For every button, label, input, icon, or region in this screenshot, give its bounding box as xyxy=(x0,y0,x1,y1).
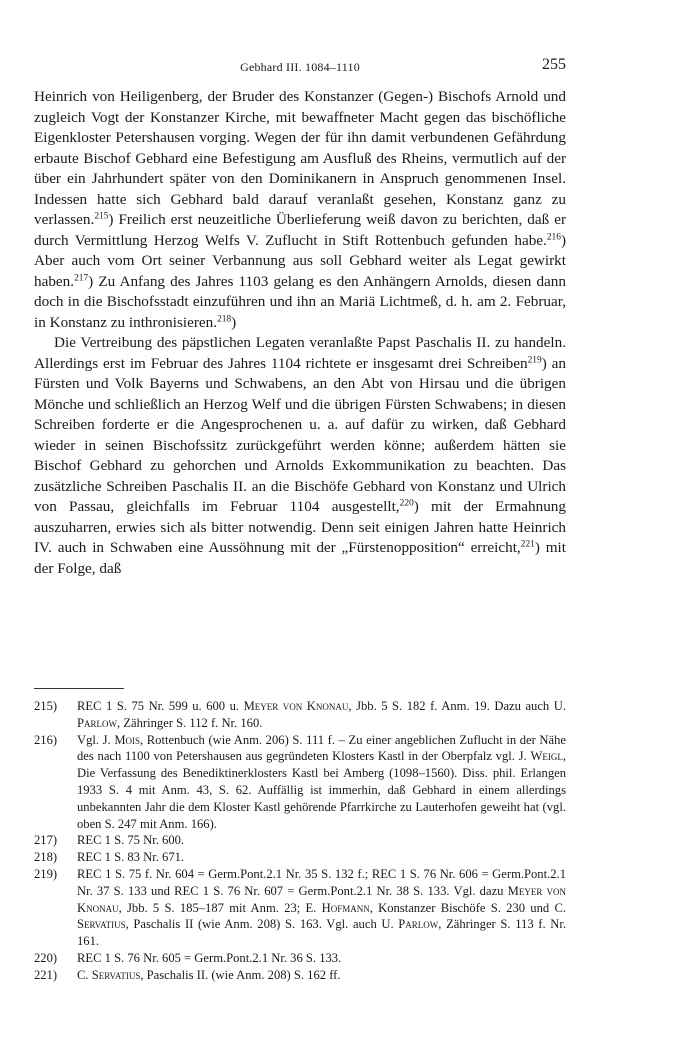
footnote-number: 215) xyxy=(34,699,58,713)
author-name: Mois xyxy=(114,732,141,747)
text-run: ) mit der Ermahnung auszuharren, erwies sich als bitter notwendig. Denn seit einigen Jahren hatte Heinrich IV. auch in Schwaben eine Aussöhnung mit der „Fürstenopposition“ erreicht, xyxy=(34,498,566,556)
footnote-number: 218) xyxy=(34,850,58,865)
text-run: ) xyxy=(231,313,237,331)
text-run: REC 1 S. 76 Nr. 605 = Germ.Pont.2.1 Nr. 36 S. 133. xyxy=(77,950,342,965)
author-name: Meyer von Knonau xyxy=(243,699,349,713)
author-name: Hofmann xyxy=(321,900,370,915)
paragraph-1 xyxy=(34,87,566,333)
footnote-218 xyxy=(34,849,566,866)
page-number: 255 xyxy=(542,56,566,73)
footnote-221 xyxy=(34,967,566,984)
text-run: REC 1 S. 75 Nr. 600. xyxy=(77,833,185,848)
footnote-216 xyxy=(34,732,566,833)
footnote-number: 217) xyxy=(34,833,58,848)
footnote-number: 220) xyxy=(34,950,58,965)
footnotes xyxy=(34,698,566,984)
text-run: , Zähringer S. 113 f. Nr. 161. xyxy=(77,917,566,949)
author-name: Parlow xyxy=(77,715,117,730)
footnote-ref-219: 219 xyxy=(527,355,542,366)
footnote-ref-220: 220 xyxy=(399,498,414,509)
text-run: , Jbb. 5 S. 185–187 mit Anm. 23; E. xyxy=(118,900,322,915)
footnote-215 xyxy=(34,698,566,732)
author-name: Parlow xyxy=(398,917,439,932)
running-head: Gebhard III. 1084–1110 xyxy=(240,60,360,74)
footnote-number: 221) xyxy=(34,967,58,982)
author-name: Servatius xyxy=(77,917,126,932)
footnote-ref-215: 215 xyxy=(94,211,109,222)
text-run: , Paschalis II. (wie Anm. 208) S. 162 ff. xyxy=(140,967,341,982)
text-run: REC 1 S. 75 Nr. 599 u. 600 u. xyxy=(77,699,244,713)
text-run: C. xyxy=(77,967,92,982)
text-run: ) Freilich erst neuzeitliche Überlieferung weiß davon zu berichten, daß er durch Vermittlung Herzog Welfs V. Zuflucht in Stift Rottenbuch gefunden habe. xyxy=(34,211,566,249)
author-name: Weigl xyxy=(530,749,563,764)
footnote-217 xyxy=(34,832,566,849)
text-run: ) an Fürsten und Volk Bayerns und Schwabens, an den Abt von Hirsau und die übrigen Mönche und schließlich an Herzog Welf und die übrigen Fürsten Schwabens; in diesen Schreiben forderte er die Angesprochenen u. a. auf dafür zu wirken, daß Gebhard wieder in seinen Bischofssitz zurückgeführt werden könne; außerdem hätten sie Bischof Gebhard zu gehorchen und Arnolds Exkommunikation zu beachten. Das zusätzliche Schreiben Paschalis II. an die Bischöfe Gebhard von Konstanz und Ulrich von Passau, gleichfalls im Februar 1104 ausgestellt, xyxy=(34,354,566,515)
text-run: Die Vertreibung des päpstlichen Legaten veranlaßte Papst Paschalis II. zu handeln. Allerdings erst im Februar des Jahres 1104 richtete er insgesamt drei Schreiben xyxy=(34,334,566,372)
text-run: , Rottenbuch (wie Anm. 206) S. 111 f. – Zu einer angeblichen Zuflucht in der Nähe des nach 1100 von Petershausen aus gegründeten Klosters Kastl in der Oberpfalz vgl. J. xyxy=(77,732,566,764)
text-run: , Zähringer S. 112 f. Nr. 160. xyxy=(117,715,263,730)
text-run: ) Aber auch vom Ort seiner Verbannung aus soll Gebhard weiter als Legat gewirkt haben. xyxy=(34,231,566,290)
text-run: ) Zu Anfang des Jahres 1103 gelang es den Anhängern Arnolds, diesen dann doch in die Bischofsstadt einzuführen und ihn an Mariä Lichtmeß, d. h. am 2. Februar, in Konstanz zu inthronisieren. xyxy=(34,272,566,331)
footnote-ref-216: 216 xyxy=(546,232,561,243)
footnote-separator xyxy=(34,688,124,689)
text-run: , Jbb. 5 S. 182 f. Anm. 19. Dazu auch U. xyxy=(348,699,566,713)
footnote-ref-221: 221 xyxy=(520,539,535,550)
text-run: Heinrich von Heiligenberg, der Bruder des Konstanzer (Gegen-) Bischofs Arnold und zugleich Vogt der Konstanzer Kirche, mit bewaffneter Macht gegen das bischöfliche Eigenkloster Petershausen vorging. Wegen der für ihn damit verbundenen Gefährdung erbaute Bischof Gebhard eine Befestigung am Ausfluß des Rheins, vermutlich auf der über ein Jahrhundert später von den Dominikanern in Anspruch genommenen Insel. Indessen hatte sich Gebhard bald darauf veranlaßt gesehen, Konstanz ganz zu verlassen. xyxy=(34,88,566,228)
footnote-number: 219) xyxy=(34,866,58,881)
text-run: , Konstanzer Bischöfe S. 230 und C. xyxy=(369,900,566,915)
footnote-ref-218: 218 xyxy=(217,314,232,325)
main-text xyxy=(34,87,566,579)
page-header xyxy=(34,56,566,80)
author-name: Servatius xyxy=(91,967,141,982)
text-run: , Paschalis II (wie Anm. 208) S. 163. Vgl. auch U. xyxy=(125,917,399,932)
text-run: , Die Verfassung des Benediktinerklosters Kastl bei Amberg (1098–1560). Diss. phil. Erlangen 1933 S. 4 mit Anm. 43, S. 62. Auffällig ist immerhin, daß Gebhard in einem allerdings unbekannten Jahr die dem Kloster Kastl gehörende Pfarrkirche zu Lauterhofen geweiht hat (vgl. oben S. 247 mit Anm. 166). xyxy=(77,749,566,831)
footnote-number: 216) xyxy=(34,732,58,747)
author-name: Meyer von Knonau xyxy=(77,883,566,915)
text-run: REC 1 S. 83 Nr. 671. xyxy=(77,850,185,865)
footnote-219 xyxy=(34,866,566,950)
footnote-ref-217: 217 xyxy=(74,273,89,284)
text-run: Vgl. J. xyxy=(77,732,115,747)
footnote-220 xyxy=(34,950,566,967)
text-run: ) mit der Folge, daß xyxy=(34,539,566,577)
paragraph-2 xyxy=(34,333,566,579)
text-run: REC 1 S. 75 f. Nr. 604 = Germ.Pont.2.1 Nr. 35 S. 132 f.; REC 1 S. 76 Nr. 606 = Germ.Pont.2.1 Nr. 37 S. 133 und REC 1 S. 76 Nr. 607 = Germ.Pont.2.1 Nr. 38 S. 133. Vgl. dazu xyxy=(77,866,566,898)
